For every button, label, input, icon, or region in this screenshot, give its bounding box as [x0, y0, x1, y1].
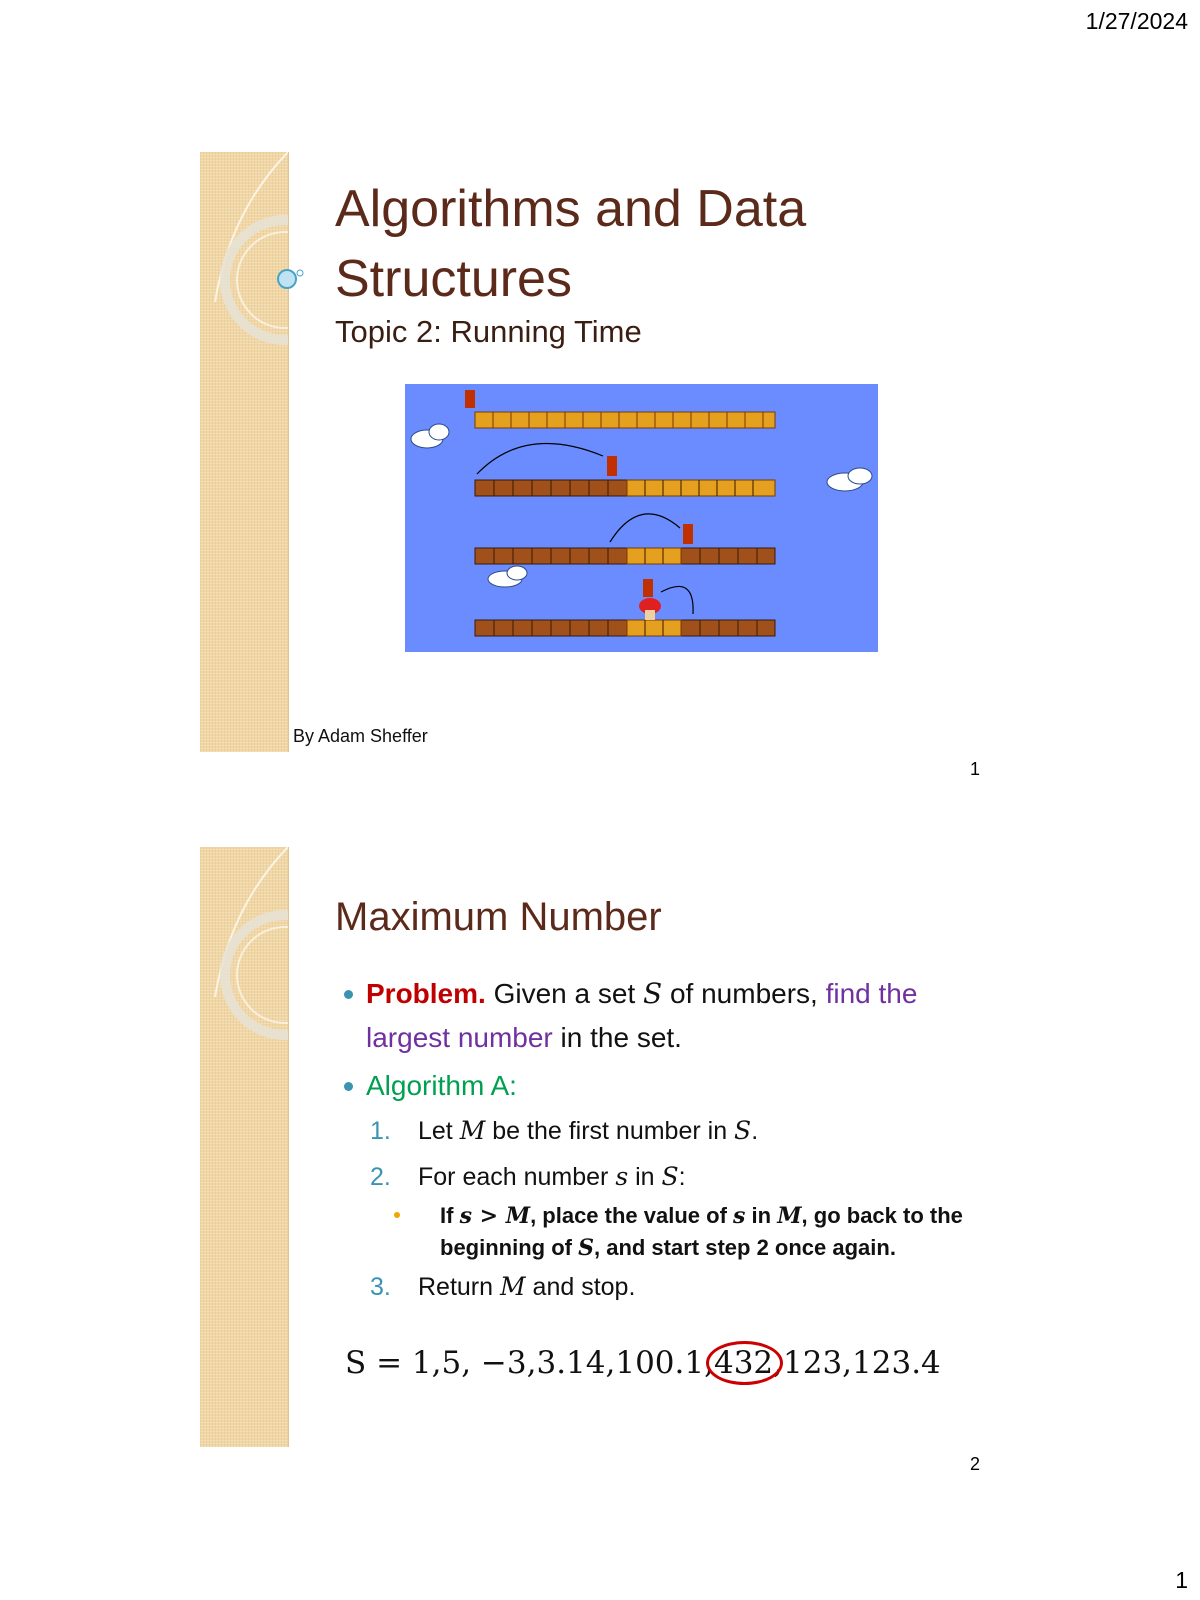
- circled-max-value: 432: [713, 1345, 774, 1381]
- bubble-decoration: [276, 267, 306, 291]
- page-number: 1: [1175, 1567, 1188, 1593]
- slide-body: [340, 972, 1000, 1310]
- algorithm-bullet: Algorithm A:: [340, 1064, 1000, 1108]
- decorative-stripe: [200, 152, 289, 752]
- example-set: S = 1,5, −3,3.14,100.1,432,123,123.4: [345, 1345, 941, 1381]
- slide-title: Algorithms and Data Structures: [335, 180, 807, 308]
- problem-bullet: Problem. Given a set S of numbers, find the largest number in the set.: [340, 972, 1000, 1060]
- slide-number: 1: [969, 759, 980, 779]
- list-item: 1. Let M be the first number in S.: [370, 1116, 759, 1145]
- slide-subtitle: Topic 2: Running Time: [335, 314, 642, 349]
- mario-game-illustration: [405, 384, 878, 652]
- sub-step: If s > M, place the value of s in M, go back to the beginning of S, and start step 2 once again.: [370, 1200, 1000, 1264]
- list-item: 3. Return M and stop.: [370, 1272, 636, 1301]
- slide-1: [200, 152, 1020, 779]
- author-byline: By Adam Sheffer: [293, 726, 428, 746]
- print-date: 1/27/2024: [1085, 8, 1188, 34]
- list-item: 2. For each number s in S:: [370, 1162, 686, 1191]
- decorative-stripe: [200, 847, 289, 1447]
- slide-number: 2: [969, 1454, 980, 1474]
- algorithm-steps: [370, 1108, 1000, 1310]
- slide-title: Maximum Number: [335, 895, 662, 939]
- slide-2: [200, 847, 1020, 1474]
